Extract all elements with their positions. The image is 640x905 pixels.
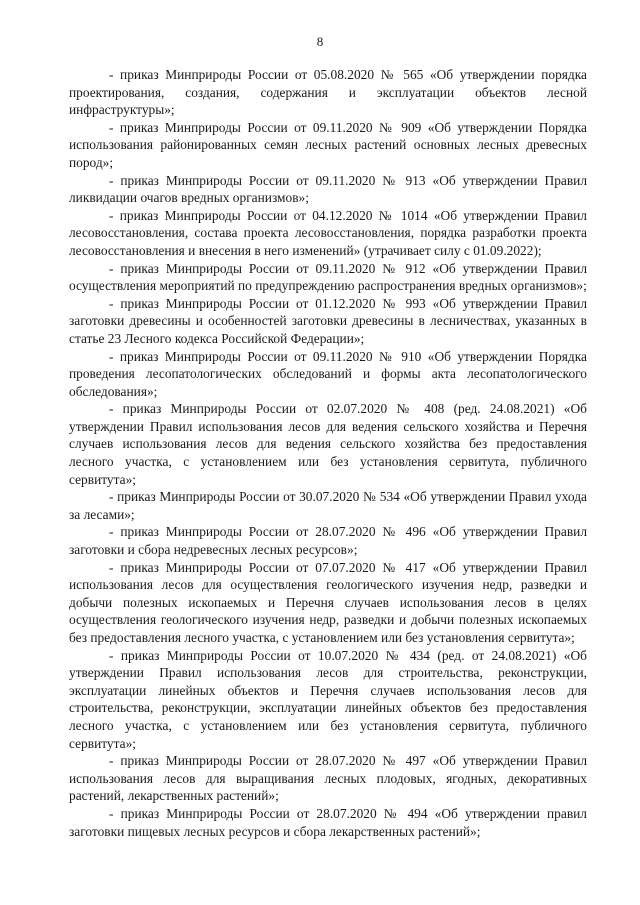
list-item: - приказ Минприроды России от 04.12.2020 № 1014 «Об утверждении Правил лесовосстановления, состава проекта лесовосстановления, порядка разработки проекта лесовосстановления и внесения в него изменений» (утрачивает силу с 01.09.2022); [69, 207, 587, 258]
list-item: - приказ Минприроды России от 02.07.2020 № 408 (ред. 24.08.2021) «Об утверждении Правил использования лесов для ведения сельского хозяйства и Перечня случаев использования лесов для ведения сельского хозяйства без предоставления лесного участка, с установлением или без установления сервитута, публичного сервитута»; [69, 401, 587, 487]
list-item: - приказ Минприроды России от 09.11.2020 № 909 «Об утверждении Порядка использования районированных семян лесных растений основных лесных древесных пород»; [69, 119, 587, 170]
list-item: - приказ Минприроды России от 30.07.2020 № 534 «Об утверждении Правил ухода за лесами»; [69, 489, 587, 522]
page-number: 8 [316, 34, 324, 49]
list-item: - приказ Минприроды России от 10.07.2020 № 434 (ред. от 24.08.2021) «Об утверждении Правил использования лесов для строительства, реконструкции, эксплуатации линейных объектов и Перечня случаев использования лесов для строительства, реконструкции, эксплуатации линейных объектов без предоставления лесного участка, с установлением или без установления сервитута, публичного сервитута»; [69, 647, 587, 751]
list-item: - приказ Минприроды России от 07.07.2020 № 417 «Об утверждении Правил использования лесов для осуществления геологического изучения недр, разведки и добычи полезных ископаемых и Перечня случаев использования лесов в целях осуществления геологического изучения недр, разведки и добычи полезных ископаемых без предоставления лесного участка, с установлением или без установления сервитута»; [69, 559, 587, 645]
list-item: - приказ Минприроды России от 09.11.2020 № 913 «Об утверждении Правил ликвидации очагов вредных организмов»; [69, 172, 587, 206]
list-item: - приказ Минприроды России от 01.12.2020 № 993 «Об утверждении Правил заготовки древесины и особенностей заготовки древесины в лесничествах, указанных в статье 23 Лесного кодекса Российской Федерации»; [69, 295, 587, 346]
list-item: - приказ Минприроды России от 28.07.2020 № 496 «Об утверждении Правил заготовки и сбора недревесных лесных ресурсов»; [69, 524, 587, 558]
list-item: - приказ Минприроды России от 09.11.2020 № 912 «Об утверждении Правил осуществления мероприятий по предупреждению распространения вредных организмов»; [69, 260, 587, 294]
list-item: - приказ Минприроды России от 28.07.2020 № 497 «Об утверждении Правил использования лесов для выращивания лесных плодовых, ягодных, декоративных растений, лекарственных растений»; [69, 753, 587, 804]
list-item: - приказ Минприроды России от 09.11.2020 № 910 «Об утверждении Порядка проведения лесопатологических обследований и формы акта лесопатологического обследования»; [69, 348, 587, 399]
list-item: - приказ Минприроды России от 28.07.2020 № 494 «Об утверждении правил заготовки пищевых лесных ресурсов и сбора лекарственных растений»; [69, 805, 587, 839]
list-item: - приказ Минприроды России от 05.08.2020 № 565 «Об утверждении порядка проектирования, создания, содержания и эксплуатации объектов лесной инфраструктуры»; [69, 67, 587, 118]
document-body [69, 66, 587, 840]
